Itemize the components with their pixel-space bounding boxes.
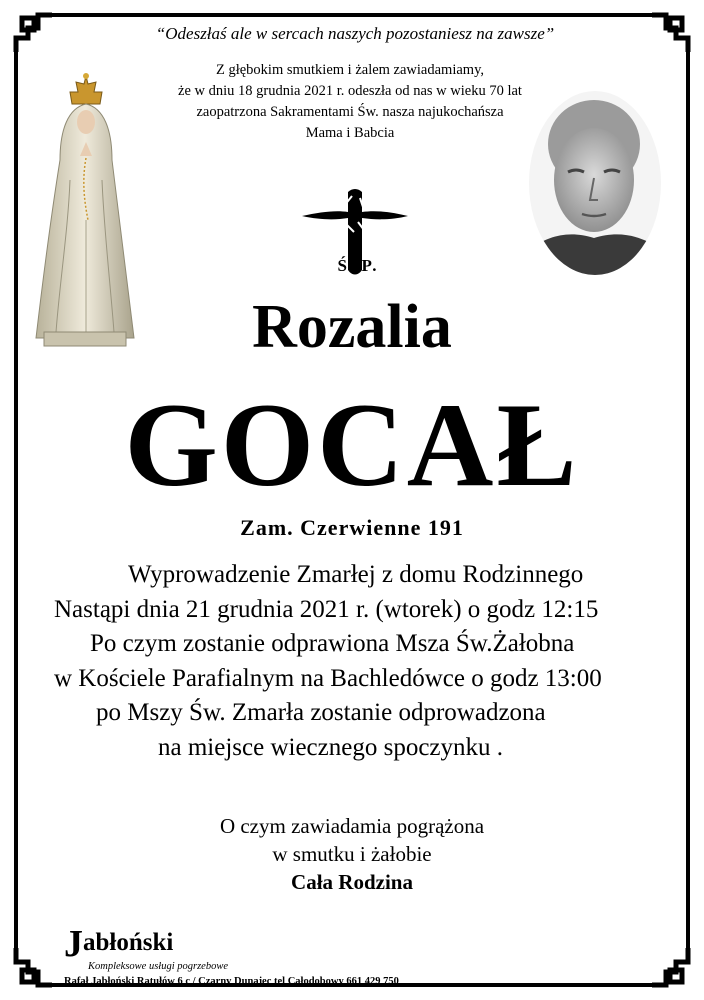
- deceased-surname: GOCAŁ: [124, 378, 580, 511]
- detail-line: Nastąpi dnia 21 grudnia 2021 r. (wtorek) o godz 12:15: [54, 595, 599, 623]
- memorial-quote: “Odeszłaś ale w sercach naszych pozostaniesz na zawsze”: [155, 24, 555, 43]
- detail-line: po Mszy Św. Zmarła zostanie odprowadzona: [96, 699, 546, 726]
- detail-line: w Kościele Parafialnym na Bachledówce o godz 13:00: [54, 664, 602, 692]
- closing-line: O czym zawiadamia pogrążona: [219, 814, 485, 838]
- logo-text: abłoński: [83, 929, 174, 956]
- deceased-address: Zam. Czerwienne 191: [240, 515, 464, 540]
- closing-line: w smutku i żałobie: [272, 842, 432, 866]
- deceased-first-name: Rozalia: [252, 293, 452, 361]
- deceased-portrait-photo: [528, 90, 662, 276]
- closing-notice: [0, 812, 704, 896]
- intro-line: Z głębokim smutkiem i żalem zawiadamiamy,: [215, 62, 485, 78]
- detail-line: Po czym zostanie odprawiona Msza Św.Żałobna: [90, 630, 575, 657]
- intro-line: że w dniu 18 grudnia 2021 r. odeszła od nas w wieku 70 lat: [178, 83, 522, 99]
- detail-line: Wyprowadzenie Zmarłej z domu Rodzinnego: [128, 561, 584, 588]
- intro-line: zaopatrzona Sakramentami Św. nasza najukochańsza: [196, 104, 504, 120]
- announcement-intro: [160, 60, 540, 144]
- funeral-home-logo: [64, 925, 464, 963]
- funeral-home-contact: Rafał Jabłoński Ratułów 6 c / Czarny Dunajec tel Całodobowy 661 429 750: [64, 976, 399, 987]
- family-signature: Cała Rodzina: [291, 870, 413, 894]
- sp-abbreviation: Ś. P.: [337, 256, 379, 275]
- funeral-details: [40, 558, 670, 765]
- detail-line: na miejsce wiecznego spoczynku .: [158, 733, 504, 761]
- logo-initial: J: [64, 923, 83, 965]
- funeral-home-footer: [64, 925, 464, 987]
- intro-line: Mama i Babcia: [305, 125, 395, 141]
- funeral-home-tagline: Kompleksowe usługi pogrzebowe: [88, 961, 228, 972]
